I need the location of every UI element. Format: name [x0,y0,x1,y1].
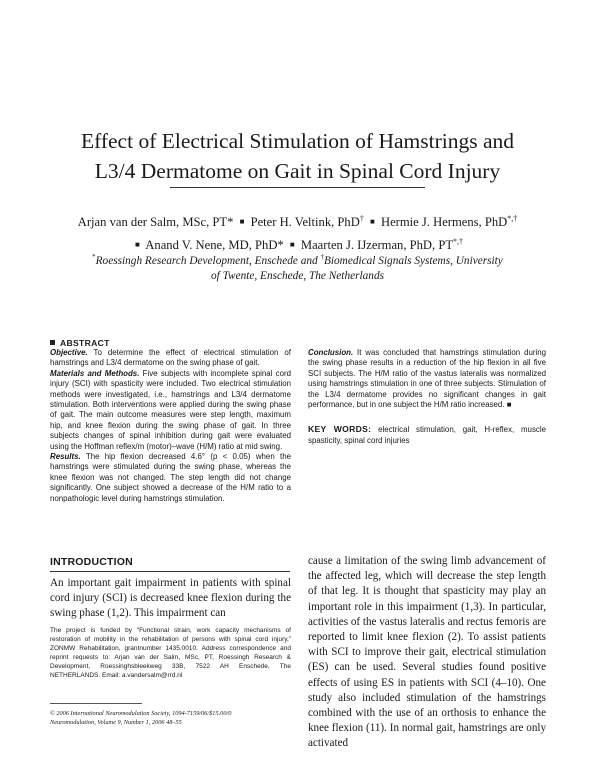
abstract-results [50,452,291,504]
author-3-affil-mark: *,† [507,214,518,223]
conclusion-label: Conclusion. [308,348,354,357]
keywords [308,424,546,446]
paper-title [40,126,555,186]
abstract-heading [50,338,110,348]
title-divider [170,187,425,188]
author-separator: ■ [134,240,140,250]
results-label: Results. [50,452,81,462]
keywords-label: KEY WORDS: [308,424,372,435]
author-3: Hermie J. Hermens, PhD [380,215,508,230]
affil-part-1: Roessingh Research Development, Enschede and [95,254,321,267]
author-1: Arjan van der Salm, MSc, PT* [77,215,234,230]
copyright-line-2: Neuromodulation, Volume 9, Number 1, 2006 48–55 [50,719,182,726]
author-list [24,209,571,255]
abstract-conclusion [308,348,546,410]
footnote-divider [50,703,142,704]
author-separator: ■ [239,217,245,227]
abstract-heading-text: ABSTRACT [60,338,110,348]
affiliation-line-2: of Twente, Enschede, The Netherlands [211,269,384,282]
author-2-affil-mark: † [359,214,364,223]
affiliation-line-1 [40,250,555,269]
funding-footnote [50,626,291,680]
affiliations [40,250,555,284]
author-2: Peter H. Veltink, PhD [250,215,360,230]
end-mark-icon: ■ [506,400,512,410]
affil-part-2: Biomedical Signals Systems, University [323,254,503,267]
introduction-divider [50,571,290,572]
author-5-affil-mark: *,† [453,237,464,247]
author-separator: ■ [369,217,375,227]
title-line-1: Effect of Electrical Stimulation of Hamstrings and [80,129,515,153]
footnote-text: The project is funded by “Functional strain, work capacity mechanisms of restoration of mobility in the rehabilitation of persons with spinal cord injury,” ZONMW Rehabilitation, grantnumber 1435.0010. Address correspondence and reprint requests to: Arjan van der Salm, MSc, PT, Roessingh Research & Development, Roessinghsbleekweg 33B, 7522 AH Enschede, The NETHERLANDS. Email: a.vandersalm@rrd.nl [50,627,291,679]
introduction-text-right: cause a limitation of the swing limb advancement of the affected leg, which will decrease the step length of that leg. It is thought that spasticity may play an important role in this impairment (1,3). In particular, activities of the vastus lateralis and rectus femoris are reported to limit knee flexion (2). To assist patients with SCI to improve their gait, electrical stimulation (ES) can be used. Several studies found positive effects of using ES in patients with SCI (4–10). One study also included stimulation of the hamstrings combined with the use of an orthosis to enhance the knee flexion (11). In normal gait, hamstrings are only activated [308,555,546,750]
affil-mark-1: * [92,253,96,261]
results-text: The hip flexion decreased 4.6° (p < 0.05) when the hamstrings were stimulated during the swing phase, whereas the knee flexion was not changed. The step length did not change significantly. One subject showed a decrease of the H/M ratio to a nonpathologic level during hamstrings stimulation. [50,452,291,503]
copyright-line-1: © 2006 International Neuromodulation Society, 1094-7159/06/$15.00/0 [50,710,232,717]
abstract-methods [50,369,291,452]
methods-label: Materials and Methods. [50,368,140,378]
square-bullet-icon [50,340,55,345]
introduction-text-left: An important gait impairment in patients with spinal cord injury (SCI) is decreased knee flexion during the swing phase (1,2). This impairment can [50,577,291,620]
abstract-column-left [50,348,291,504]
methods-text: Five subjects with incomplete spinal cord injury (SCI) with spasticity were included. Two electrical stimulation methods were investigated, i.e., hamstrings and L3/4 dermatome stimulation. Both interventions were applied during the swing phase of gait. The main outcome measures were step length, maximum hip, and knee flexion during the swing phase of gait. In three subjects changes of spinal inhibition during gait were evaluated using the Hoffman reflex/m (motor)–wave (H/M) ratio at mid swing. [50,368,291,451]
title-line-2: L3/4 Dermatome on Gait in Spinal Cord Injury [94,159,501,183]
abstract-column-right [308,348,546,446]
introduction-column-right [308,554,546,752]
introduction-heading: INTRODUCTION [50,556,133,568]
objective-label: Objective. [50,348,88,357]
keywords-text: electrical stimulation, gait, H-reflex, muscle spasticity, spinal cord injuries [308,425,546,445]
affil-mark-2: † [320,253,324,261]
author-4: Anand V. Nene, MD, PhD* [145,238,284,253]
author-line-1 [24,209,571,232]
introduction-column-left [50,576,291,622]
author-5: Maarten J. IJzerman, PhD, PT [300,238,454,253]
abstract-objective [50,348,291,369]
conclusion-text: It was concluded that hamstrings stimulation during the swing phase results in a reduction of the hip flexion in all five SCI subjects. The H/M ratio of the vastus lateralis was normalized using hamstrings stimulation in one of three subjects. Stimulation of the L3/4 dermatome provides no significant changes in gait performance, but in one subject the H/M ratio increased. [308,348,546,410]
copyright-notice [50,709,291,727]
objective-text: To determine the effect of electrical stimulation of hamstrings and L3/4 dermatome on the swing phase of gait. [50,348,291,368]
author-separator: ■ [289,240,295,250]
